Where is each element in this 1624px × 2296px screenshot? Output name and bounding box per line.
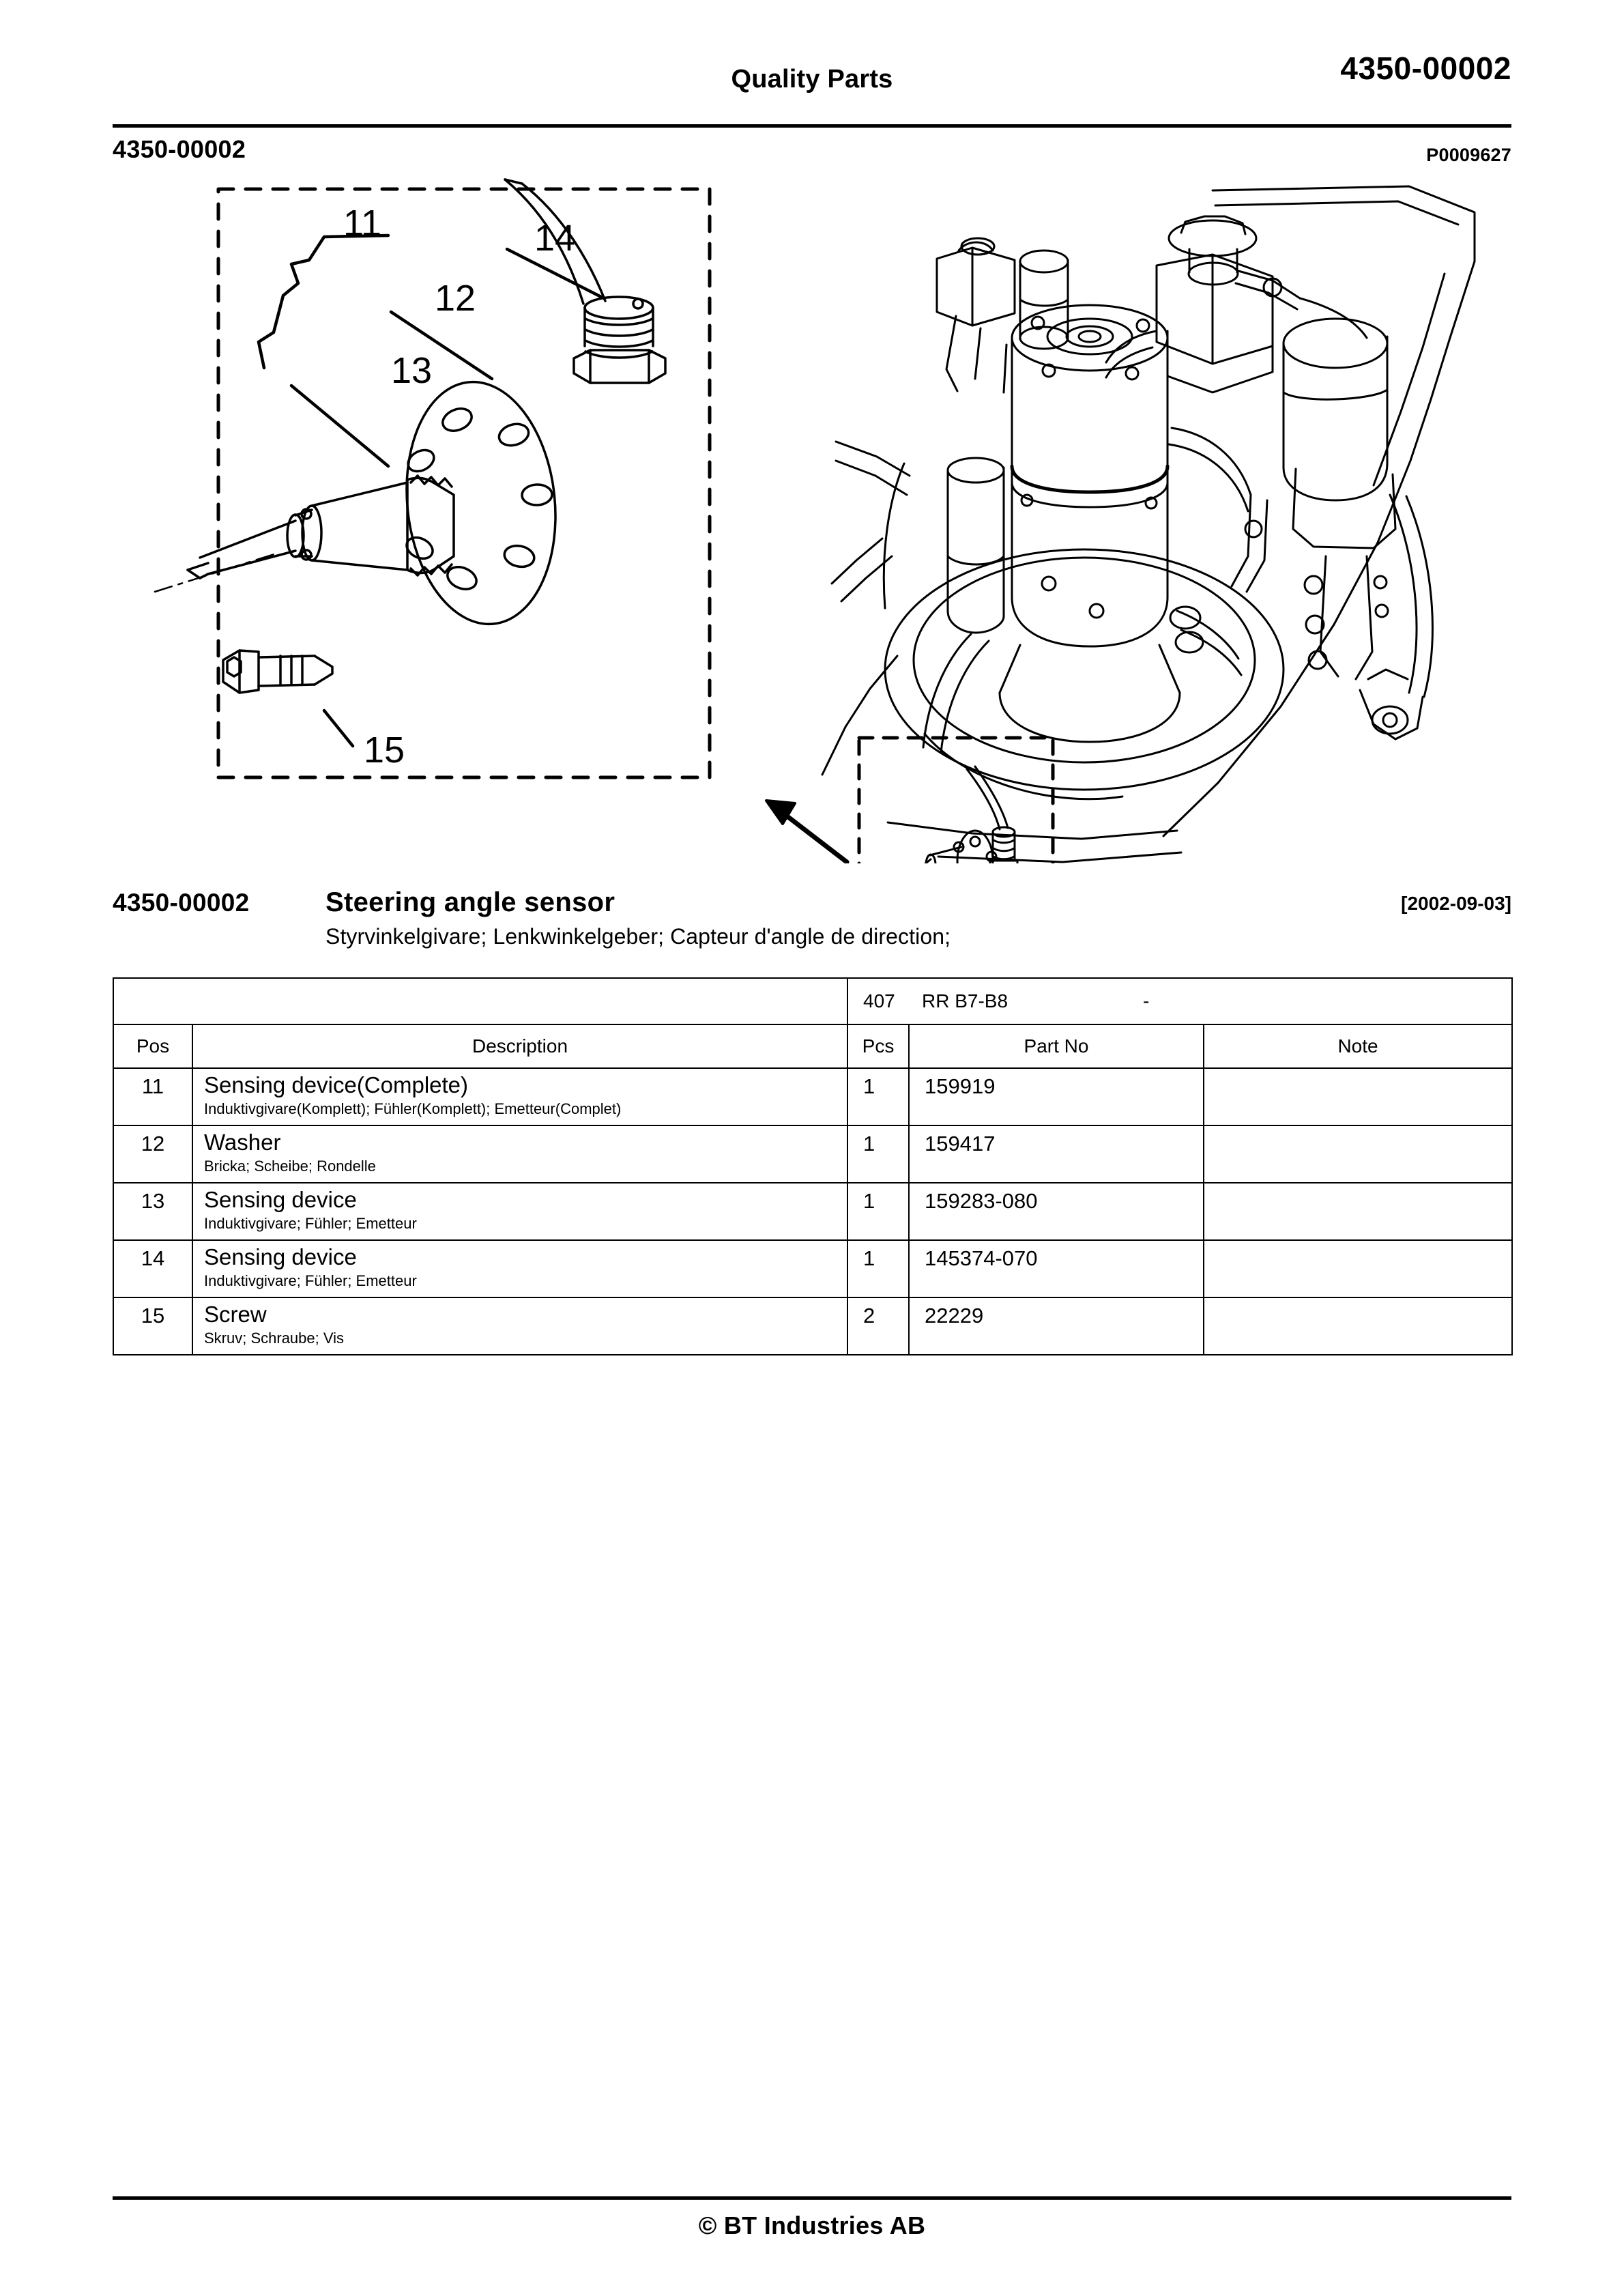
variant-dash: -: [1143, 990, 1150, 1011]
cell-description: Screw Skruv; Schraube; Vis: [192, 1297, 847, 1355]
detail-reference-arrow: [766, 801, 847, 862]
table-row[interactable]: [113, 1125, 1512, 1183]
parts-illustration: [113, 174, 1511, 863]
page-header: [113, 51, 1511, 126]
part-14-plug-sensor: [505, 180, 665, 383]
cell-pcs: 1: [847, 1068, 909, 1125]
cell-description: Sensing device(Complete) Induktivgivare(Komplett); Fühler(Komplett); Emetteur(Complet): [192, 1068, 847, 1125]
machine-assembly-drawing: [822, 186, 1475, 863]
illustration-reference-code: P0009627: [1426, 145, 1511, 165]
cell-part-no: 159417: [909, 1125, 1204, 1183]
table-row[interactable]: [113, 1183, 1512, 1240]
callout-label-15: 15: [364, 730, 405, 771]
header-section-code: 4350-00002: [1340, 51, 1511, 86]
table-column-header-row: [113, 1024, 1512, 1068]
callout-label-11: 11: [343, 203, 382, 244]
footer-divider: [113, 2196, 1511, 2200]
callout-15-leader: [324, 711, 353, 746]
cell-pos: 15: [113, 1297, 192, 1355]
section-part-code: 4350-00002: [113, 889, 250, 917]
part-12-flange-washer: [395, 375, 567, 632]
table-row[interactable]: [113, 1068, 1512, 1125]
section-title-block: [113, 889, 1511, 971]
part-13-sensor-body: [155, 476, 454, 592]
variant-model: RR B7-B8: [922, 990, 1009, 1011]
callout-13-leader: [291, 386, 388, 466]
cell-pcs: 1: [847, 1125, 909, 1183]
callout-11-bracket: [259, 235, 388, 368]
part-15-screw: [223, 650, 332, 693]
callout-label-14: 14: [534, 218, 576, 259]
variant-header-row: [113, 978, 1512, 1024]
column-header-part-no: Part No: [909, 1024, 1204, 1068]
column-header-description: Description: [192, 1024, 847, 1068]
variant-code: 407: [863, 990, 895, 1011]
cell-note: [1204, 1183, 1512, 1240]
table-row[interactable]: [113, 1240, 1512, 1297]
cell-pos: 11: [113, 1068, 192, 1125]
variant-info-cell: [847, 978, 1512, 1024]
cell-note: [1204, 1125, 1512, 1183]
catalog-title: Quality Parts: [731, 65, 893, 94]
section-part-name: Steering angle sensor: [325, 887, 615, 917]
table-row[interactable]: [113, 1297, 1512, 1355]
section-translations: Styrvinkelgivare; Lenkwinkelgeber; Capteur d'angle de direction;: [325, 924, 951, 949]
variant-blank-cell: [113, 978, 847, 1024]
cell-pos: 14: [113, 1240, 192, 1297]
cell-description: Sensing device Induktivgivare; Fühler; Emetteur: [192, 1183, 847, 1240]
cell-pcs: 1: [847, 1240, 909, 1297]
illustration-svg: [113, 174, 1511, 863]
section-revision-date: [2002-09-03]: [1401, 893, 1511, 914]
callout-label-13: 13: [391, 350, 433, 391]
cell-note: [1204, 1068, 1512, 1125]
cell-pos: 13: [113, 1183, 192, 1240]
cell-part-no: 145374-070: [909, 1240, 1204, 1297]
cell-part-no: 22229: [909, 1297, 1204, 1355]
cell-description: Washer Bricka; Scheibe; Rondelle: [192, 1125, 847, 1183]
cell-pcs: 2: [847, 1297, 909, 1355]
header-divider: [113, 124, 1511, 128]
footer-copyright: © BT Industries AB: [698, 2211, 926, 2239]
subheader-section-code: 4350-00002: [113, 135, 246, 163]
callout-label-12: 12: [435, 278, 476, 319]
column-header-pos: Pos: [113, 1024, 192, 1068]
cell-part-no: 159283-080: [909, 1183, 1204, 1240]
parts-table: [113, 977, 1513, 1355]
callout-labels: [343, 203, 575, 771]
cell-note: [1204, 1297, 1512, 1355]
column-header-pcs: Pcs: [847, 1024, 909, 1068]
cell-description: Sensing device Induktivgivare; Fühler; Emetteur: [192, 1240, 847, 1297]
cell-pos: 12: [113, 1125, 192, 1183]
column-header-note: Note: [1204, 1024, 1512, 1068]
cell-part-no: 159919: [909, 1068, 1204, 1125]
cell-note: [1204, 1240, 1512, 1297]
cell-pcs: 1: [847, 1183, 909, 1240]
